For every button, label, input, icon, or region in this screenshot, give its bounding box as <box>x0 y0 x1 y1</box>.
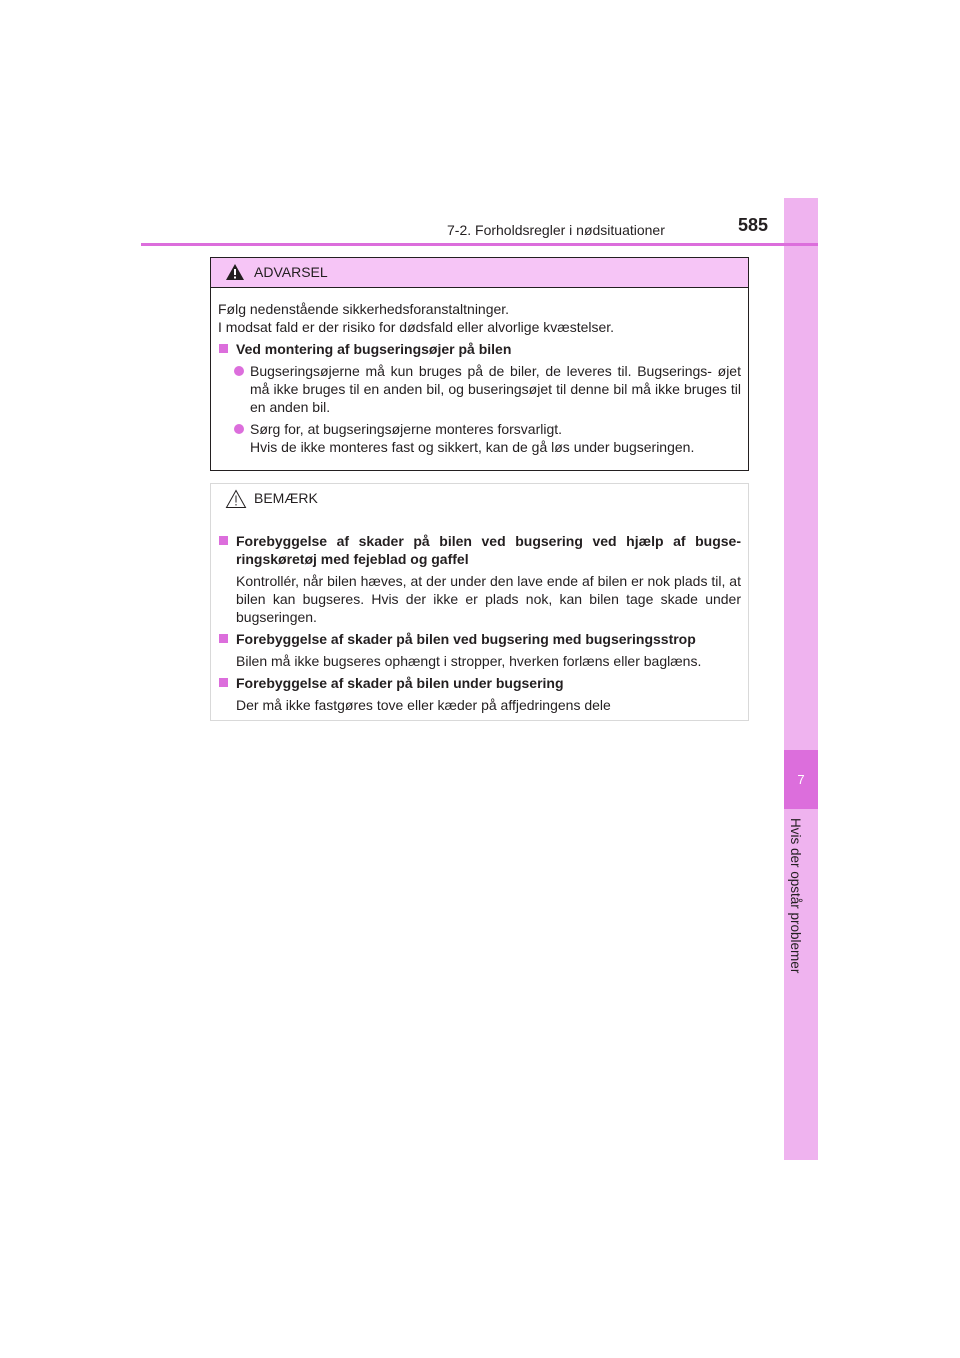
chapter-number: 7 <box>784 750 818 809</box>
square-bullet-icon <box>219 344 228 353</box>
notice-section-text: Der må ikke fastgøres tove eller kæder på affjedringens dele <box>236 697 611 713</box>
notice-box <box>210 483 749 721</box>
warning-section-heading: Ved montering af bugseringsøjer på bilen <box>218 340 741 358</box>
notice-section-heading: Forebyggelse af skader på bilen under bugsering <box>218 674 741 692</box>
warning-intro-line2: I modsat fald er der risiko for dødsfald eller alvorlige kvæstelser. <box>218 319 615 335</box>
notice-header <box>211 484 748 514</box>
warning-triangle-outline-icon <box>225 489 247 509</box>
side-chapter-tab <box>784 198 818 1160</box>
square-bullet-icon <box>219 634 228 643</box>
warning-box <box>210 257 749 471</box>
circle-bullet-icon <box>234 366 244 376</box>
notice-body <box>211 514 748 714</box>
notice-section-heading: Forebyggelse af skader på bilen ved bugsering ved hjælp af bugse- ringskøretøj med fejeblad og gaffel <box>218 532 741 568</box>
warning-triangle-filled-icon <box>225 263 245 281</box>
notice-section-text: Bilen må ikke bugseres ophængt i stropper, hverken forlæns eller baglæns. <box>236 653 702 669</box>
warning-bullet: Bugseringsøjerne må kun bruges på de biler, de leveres til. Bugserings- øjet må ikke bruges til en anden bil, og buseringsøjet til denne bil må ikke bruges til en anden bil. <box>218 362 741 416</box>
square-bullet-icon <box>219 678 228 687</box>
warning-bullet: Sørg for, at bugseringsøjerne monteres forsvarligt. Hvis de ikke monteres fast og sikkert, kan de gå løs under bugseringen. <box>218 420 741 456</box>
section-title: 7-2. Forholdsregler i nødsituationer <box>447 222 665 238</box>
warning-intro-line1: Følg nedenstående sikkerhedsforanstaltninger. <box>218 301 510 317</box>
header-rule <box>141 243 818 246</box>
notice-title: BEMÆRK <box>254 490 318 506</box>
warning-intro <box>218 300 741 336</box>
circle-bullet-icon <box>234 424 244 434</box>
warning-title: ADVARSEL <box>254 264 328 280</box>
chapter-title: Hvis der opstår problemer <box>788 818 803 974</box>
notice-section-heading: Forebyggelse af skader på bilen ved bugsering med bugseringsstrop <box>218 630 741 648</box>
page-number: 585 <box>738 215 769 235</box>
warning-body <box>211 288 748 456</box>
square-bullet-icon <box>219 536 228 545</box>
warning-header <box>211 258 748 288</box>
notice-section-text: Kontrollér, når bilen hæves, at der under den lave ende af bilen er nok plads til, at bilen kan bugseres. Hvis der ikke er plads nok, kan bilen tage skade under bugseringen. <box>236 573 741 625</box>
